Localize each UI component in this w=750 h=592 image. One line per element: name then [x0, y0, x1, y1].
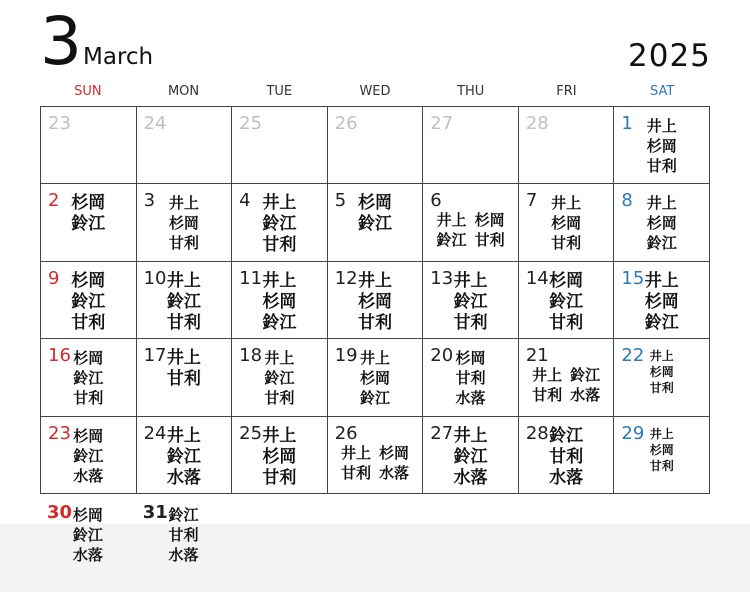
day-number: 7 [525, 190, 538, 212]
calendar-day-cell [519, 417, 615, 494]
staff-name: 甘利 [264, 389, 295, 408]
staff-name: 鈴江 [453, 291, 488, 312]
staff-name: 鈴江 [262, 214, 297, 235]
staff-name: 甘利 [73, 389, 104, 408]
staff-name: 鈴江 [646, 234, 677, 253]
staff-name: 井上 [357, 270, 392, 291]
day-number: 19 [334, 345, 358, 367]
calendar-day-cell [232, 107, 328, 184]
calendar-day-cell [614, 184, 710, 261]
day-number: 31 [142, 502, 168, 523]
staff-name: 杉岡 [649, 442, 674, 457]
staff-name: 鈴江 [357, 214, 392, 235]
calendar-day-cell [328, 417, 424, 494]
staff-name: 井上 [166, 348, 201, 369]
staff-list [423, 210, 518, 250]
staff-name: 水落 [166, 467, 201, 488]
staff-name: 水落 [453, 467, 488, 488]
calendar-day-cell [423, 107, 519, 184]
day-number: 21 [525, 345, 549, 367]
staff-name: 鈴江 [71, 291, 106, 312]
staff-name: 井上 [436, 211, 467, 230]
staff-name: 井上 [262, 193, 297, 214]
day-number: 11 [239, 267, 263, 289]
calendar-day-cell [41, 262, 137, 339]
staff-name: 甘利 [166, 312, 201, 333]
day-number: 13 [430, 267, 454, 289]
day-number: 27 [430, 113, 454, 134]
staff-name: 杉岡 [73, 426, 104, 445]
staff-name: 井上 [166, 425, 201, 446]
day-number: 16 [48, 345, 71, 367]
staff-name: 杉岡 [649, 365, 674, 380]
calendar-day-cell [232, 417, 328, 494]
day-number: 6 [430, 190, 442, 212]
staff-name: 鈴江 [549, 291, 584, 312]
calendar-day-cell [137, 184, 233, 261]
calendar-day-cell [423, 262, 519, 339]
staff-name: 甘利 [649, 381, 674, 396]
calendar-day-cell [232, 262, 328, 339]
calendar-day-cell [137, 107, 233, 184]
staff-list [519, 365, 614, 405]
month-number: 3 [40, 3, 82, 80]
staff-name: 杉岡 [71, 270, 106, 291]
staff-name: 鈴江 [264, 369, 295, 388]
staff-name: 井上 [649, 426, 674, 441]
staff-name: 井上 [646, 194, 677, 213]
staff-name: 井上 [532, 366, 563, 385]
day-number: 26 [334, 113, 358, 134]
staff-list [41, 193, 136, 235]
staff-name: 鈴江 [73, 446, 104, 465]
staff-list [614, 193, 709, 253]
staff-list [232, 271, 327, 334]
calendar-day-cell [614, 417, 710, 494]
staff-name: 杉岡 [262, 291, 297, 312]
day-number: 17 [143, 345, 167, 367]
staff-name: 水落 [168, 546, 199, 564]
staff-name: 甘利 [474, 231, 505, 250]
staff-list [232, 348, 327, 408]
day-number: 20 [430, 345, 454, 367]
staff-name: 杉岡 [474, 211, 505, 230]
staff-name: 杉岡 [549, 270, 584, 291]
calendar-day-cell [41, 339, 137, 416]
day-number: 26 [334, 422, 358, 444]
staff-name: 鈴江 [436, 231, 467, 250]
staff-name: 鈴江 [262, 312, 297, 333]
month-name: March [83, 44, 154, 70]
weekday-label-sun: SUN [74, 84, 102, 99]
day-number: 4 [239, 190, 251, 212]
staff-list [519, 271, 614, 334]
staff-name: 井上 [649, 349, 674, 364]
staff-name: 鈴江 [71, 214, 106, 235]
staff-name: 甘利 [340, 463, 371, 482]
calendar-grid [40, 106, 710, 494]
calendar-day-cell [41, 417, 137, 494]
staff-name: 杉岡 [455, 349, 486, 368]
weekday-header-row [40, 81, 710, 105]
staff-name: 杉岡 [262, 446, 297, 467]
calendar-day-cell [423, 417, 519, 494]
calendar-day-cell [614, 107, 710, 184]
staff-list [328, 348, 423, 408]
staff-name: 杉岡 [357, 193, 392, 214]
weekday-label-tue: TUE [266, 84, 293, 99]
calendar-day-cell [328, 107, 424, 184]
staff-list [137, 426, 232, 489]
staff-list [328, 271, 423, 334]
staff-name: 杉岡 [72, 506, 103, 524]
staff-name: 杉岡 [168, 214, 199, 233]
staff-name: 井上 [453, 270, 488, 291]
calendar-day-cell [232, 184, 328, 261]
staff-list [328, 193, 423, 235]
day-number: 29 [621, 422, 645, 444]
calendar-day-cell [136, 496, 232, 566]
staff-name: 鈴江 [168, 506, 199, 524]
day-number: 5 [334, 190, 347, 212]
staff-name: 杉岡 [378, 443, 409, 462]
staff-name: 鈴江 [453, 446, 488, 467]
calendar-day-cell [614, 262, 710, 339]
calendar-day-cell [519, 184, 615, 261]
staff-name: 井上 [644, 270, 679, 291]
day-number: 3 [143, 190, 156, 212]
staff-name: 井上 [453, 425, 488, 446]
staff-name: 甘利 [262, 235, 297, 256]
staff-list [41, 426, 136, 486]
day-number: 18 [239, 345, 263, 367]
calendar-day-cell [137, 262, 233, 339]
staff-name: 甘利 [453, 312, 488, 333]
calendar-day-cell [519, 262, 615, 339]
day-number: 30 [47, 502, 73, 523]
staff-name: 井上 [359, 349, 390, 368]
staff-name: 鈴江 [73, 369, 104, 388]
weekday-label-fri: FRI [556, 84, 577, 99]
staff-name: 水落 [378, 463, 409, 482]
calendar-day-cell [328, 184, 424, 261]
staff-name: 甘利 [532, 386, 563, 405]
staff-name: 甘利 [71, 312, 106, 333]
staff-list [136, 505, 232, 565]
staff-name: 井上 [646, 117, 677, 135]
staff-name: 甘利 [262, 467, 297, 488]
day-number: 23 [48, 113, 71, 134]
day-number: 25 [239, 422, 263, 444]
day-number: 12 [334, 267, 358, 289]
weekday-label-thu: THU [457, 84, 485, 99]
staff-name: 甘利 [168, 526, 199, 544]
staff-name: 甘利 [646, 157, 677, 175]
staff-name: 甘利 [549, 446, 584, 467]
staff-list [40, 505, 136, 565]
day-number: 24 [143, 422, 167, 444]
staff-name: 甘利 [166, 369, 201, 390]
staff-list [614, 348, 709, 396]
day-number: 10 [143, 267, 167, 289]
staff-name: 井上 [168, 194, 199, 213]
staff-list [519, 426, 614, 489]
staff-list [137, 193, 232, 253]
staff-list [328, 443, 423, 483]
staff-name: 井上 [551, 194, 582, 213]
calendar-day-cell [41, 107, 137, 184]
staff-name: 鈴江 [644, 312, 679, 333]
staff-name: 甘利 [168, 234, 199, 253]
staff-name: 井上 [264, 349, 295, 368]
day-number: 25 [239, 113, 263, 134]
staff-list [423, 348, 518, 408]
staff-list [41, 348, 136, 408]
staff-name: 水落 [570, 386, 601, 405]
staff-name: 井上 [166, 270, 201, 291]
staff-list [519, 193, 614, 253]
staff-name: 鈴江 [166, 446, 201, 467]
staff-name: 井上 [262, 425, 297, 446]
staff-name: 杉岡 [646, 137, 677, 155]
staff-name: 鈴江 [359, 389, 390, 408]
staff-name: 鈴江 [570, 366, 601, 385]
staff-name: 井上 [340, 443, 371, 462]
day-number: 9 [48, 267, 60, 289]
day-number: 28 [525, 113, 549, 134]
weekday-label-sat: SAT [649, 84, 675, 99]
day-number: 15 [621, 267, 645, 289]
staff-name: 杉岡 [73, 349, 104, 368]
staff-name: 水落 [549, 467, 584, 488]
calendar-day-cell [232, 339, 328, 416]
day-number: 24 [143, 113, 167, 134]
staff-list [614, 426, 709, 474]
calendar-day-cell [328, 339, 424, 416]
day-number: 14 [525, 267, 549, 289]
staff-name: 鈴江 [72, 526, 103, 544]
calendar-day-cell [328, 262, 424, 339]
weekday-label-wed: WED [359, 84, 391, 99]
day-number: 23 [48, 422, 71, 444]
staff-name: 甘利 [357, 312, 392, 333]
staff-list [423, 426, 518, 489]
day-number: 28 [525, 422, 549, 444]
staff-name: 甘利 [455, 369, 486, 388]
staff-name: 杉岡 [644, 291, 679, 312]
weekday-label-mon: MON [167, 84, 200, 99]
staff-list [614, 271, 709, 334]
staff-list [423, 271, 518, 334]
staff-name: 鈴江 [166, 291, 201, 312]
staff-name: 杉岡 [357, 291, 392, 312]
day-number: 1 [621, 113, 633, 134]
staff-name: 甘利 [649, 458, 674, 473]
staff-name: 水落 [455, 389, 486, 408]
day-number: 2 [48, 190, 60, 212]
staff-name: 杉岡 [359, 369, 390, 388]
overflow-week-row [40, 496, 710, 566]
calendar-day-cell [519, 107, 615, 184]
staff-list [614, 116, 709, 176]
staff-name: 杉岡 [646, 214, 677, 233]
calendar-day-cell [614, 339, 710, 416]
staff-list [137, 348, 232, 390]
year-label: 2025 [628, 38, 711, 74]
staff-name: 杉岡 [71, 193, 106, 214]
calendar-day-cell [423, 339, 519, 416]
calendar-day-cell [423, 184, 519, 261]
staff-list [232, 426, 327, 489]
staff-name: 杉岡 [551, 214, 582, 233]
staff-name: 甘利 [549, 312, 584, 333]
day-number: 22 [621, 345, 645, 367]
calendar-day-cell [137, 339, 233, 416]
calendar-day-cell [41, 184, 137, 261]
calendar-day-cell [137, 417, 233, 494]
calendar-day-cell [519, 339, 615, 416]
staff-list [41, 271, 136, 334]
staff-name: 井上 [262, 270, 297, 291]
staff-name: 水落 [72, 546, 103, 564]
day-number: 27 [430, 422, 454, 444]
staff-name: 鈴江 [549, 425, 584, 446]
staff-list [232, 193, 327, 256]
day-number: 8 [621, 190, 633, 212]
staff-name: 甘利 [551, 234, 582, 253]
calendar-day-cell [40, 496, 136, 566]
staff-list [137, 271, 232, 334]
staff-name: 水落 [73, 466, 104, 485]
